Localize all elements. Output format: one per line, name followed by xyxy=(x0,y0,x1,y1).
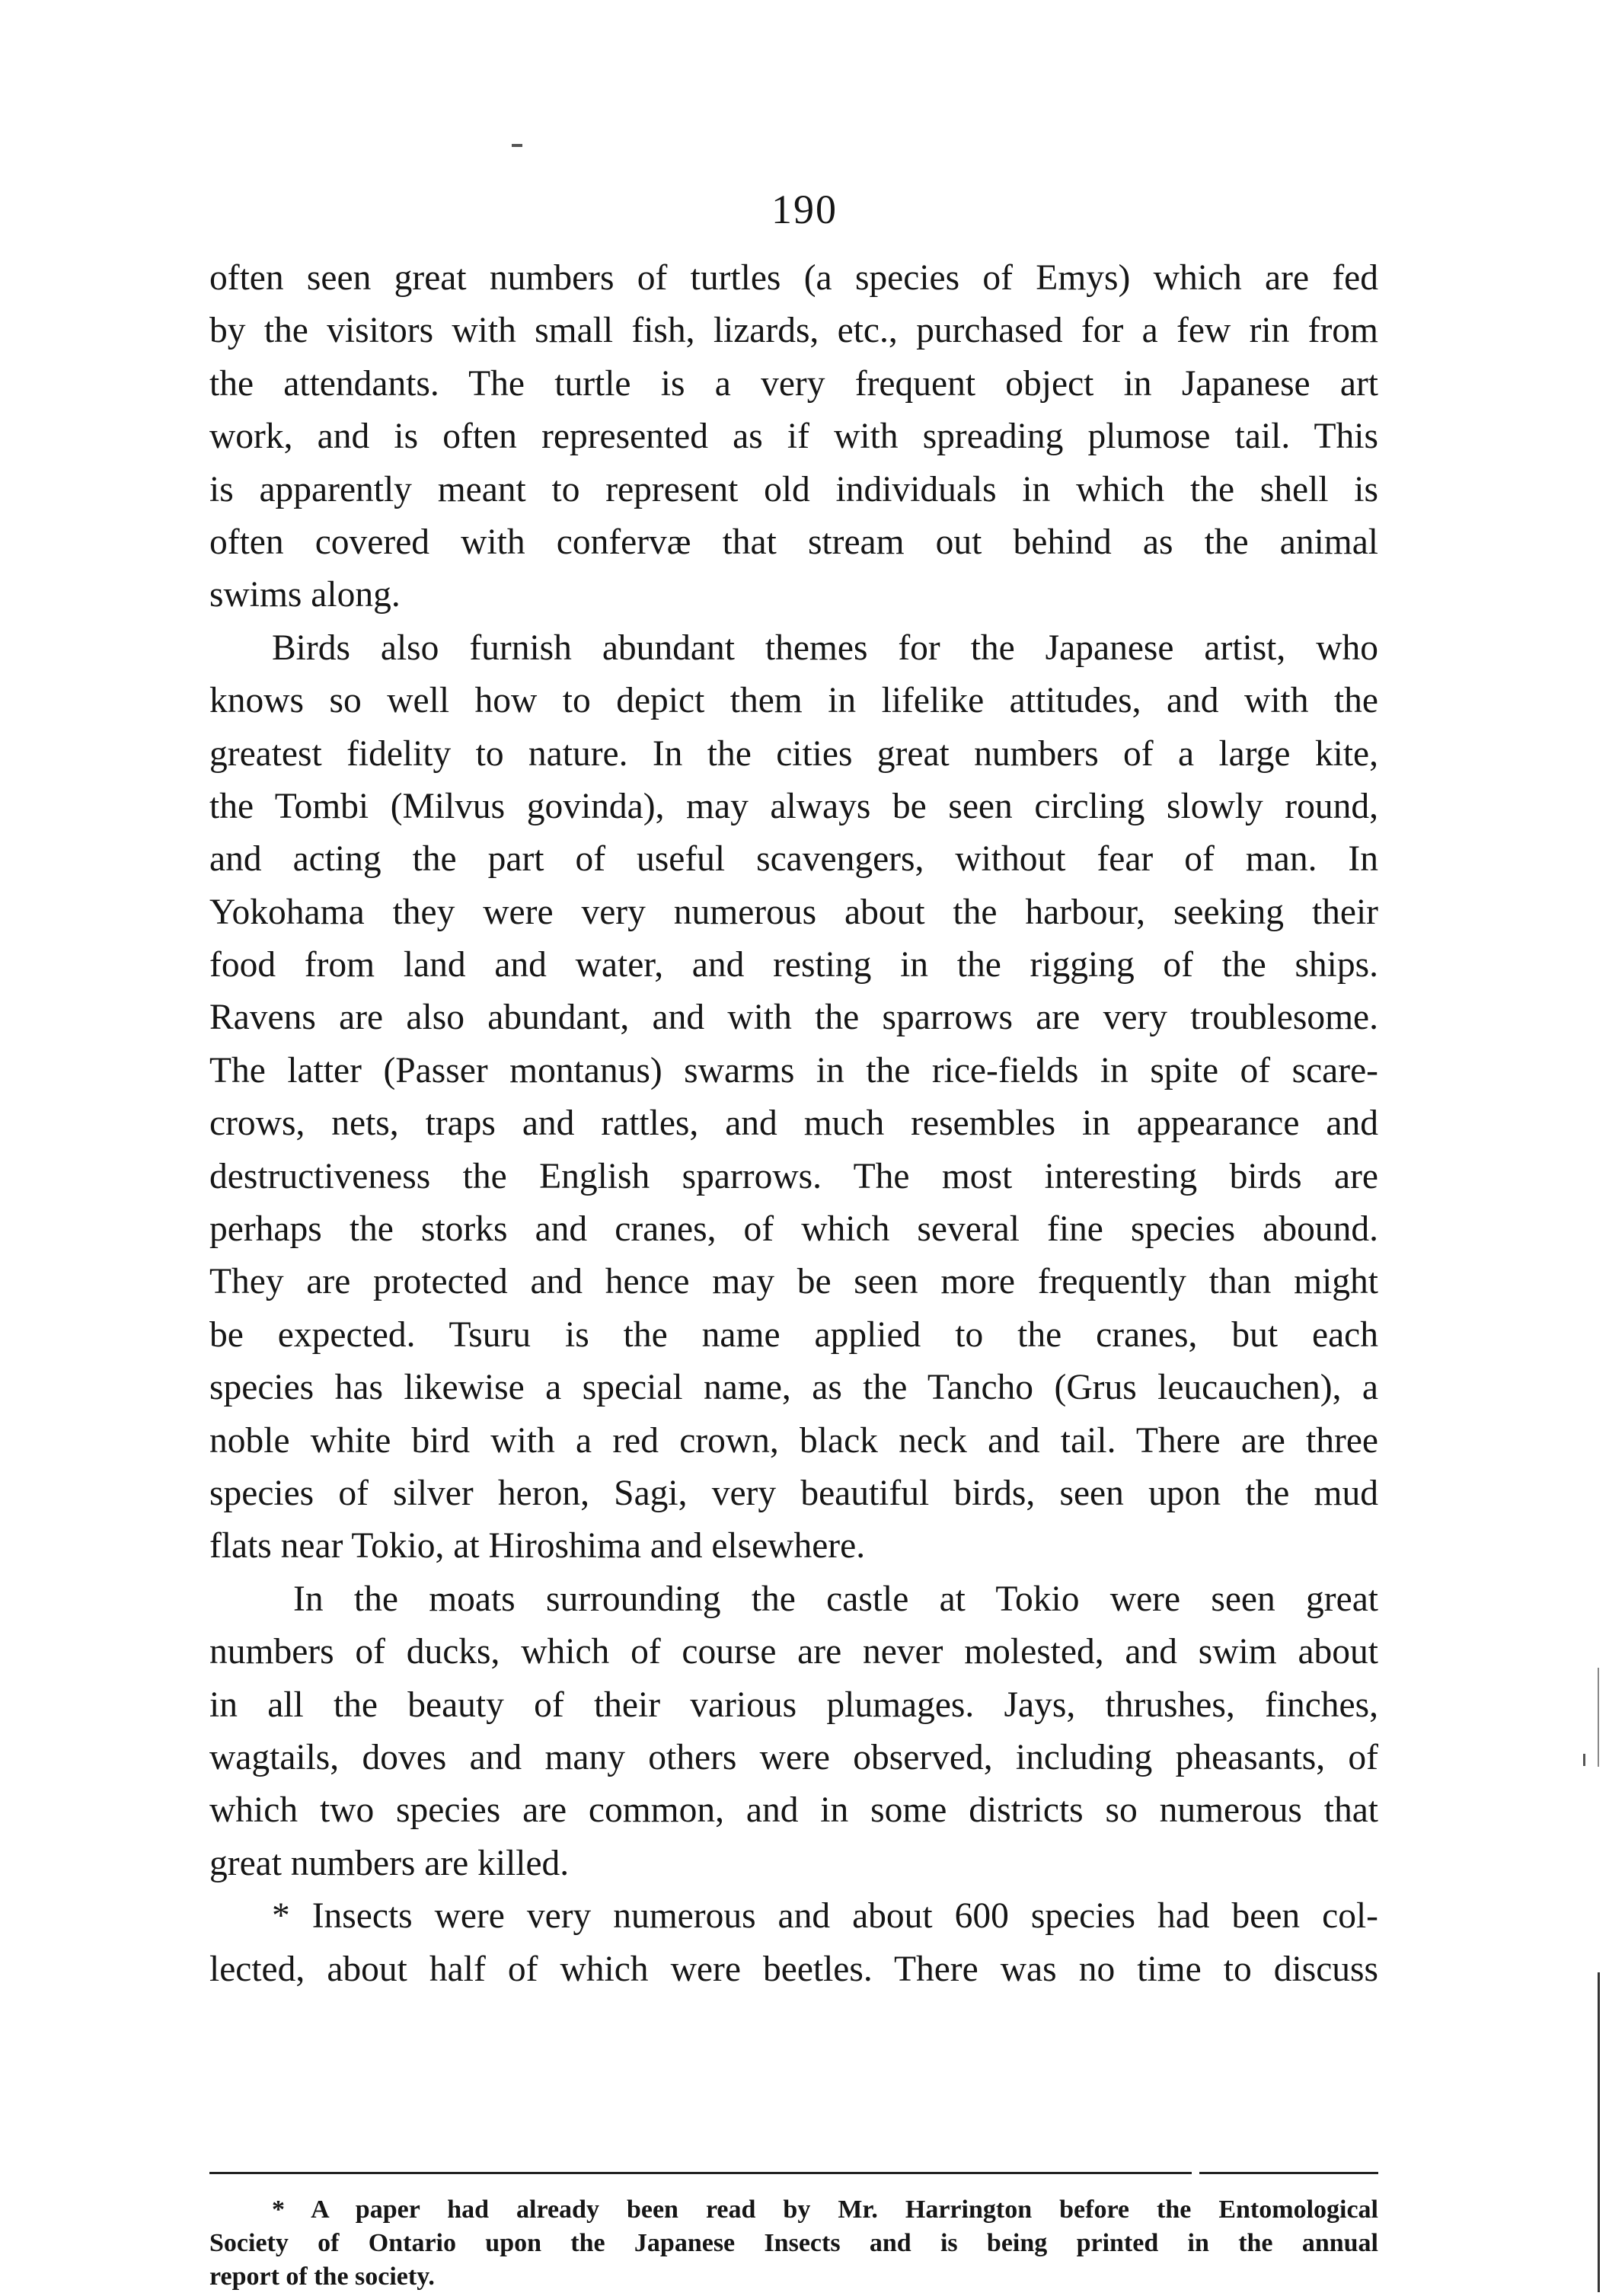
text-line: They are protected and hence may be seen more frequently than might xyxy=(209,1262,1378,1302)
top-mark xyxy=(512,144,522,147)
text-line: which two species are common, and in some districts so numerous that xyxy=(209,1790,1378,1831)
text-line: Yokohama they were very numerous about the harbour, seeking their xyxy=(209,892,1378,932)
text-line: lected, about half of which were beetles. There was no time to discuss xyxy=(209,1949,1378,1989)
footnote-line: * A paper had already been read by Mr. Harrington before the Entomological xyxy=(272,2195,1378,2224)
text-line: The latter (Passer montanus) swarms in the rice-fields in spite of scare- xyxy=(209,1050,1378,1091)
text-line: by the visitors with small fish, lizards, etc., purchased for a few rin from xyxy=(209,311,1378,351)
text-line: * Insects were very numerous and about 600 species had been col- xyxy=(272,1896,1378,1937)
text-line: species has likewise a special name, as the Tancho (Grus leucauchen), a xyxy=(209,1368,1378,1408)
text-line: perhaps the storks and cranes, of which several fine species abound. xyxy=(209,1209,1378,1250)
footnote-rule-right xyxy=(1199,2172,1378,2174)
page-number: 190 xyxy=(771,187,838,232)
text-line: species of silver heron, Sagi, very beautiful birds, seen upon the mud xyxy=(209,1473,1378,1513)
footnote-rule xyxy=(209,2172,1192,2174)
footnote xyxy=(209,2193,1378,2294)
text-line: flats near Tokio, at Hiroshima and elsewhere. xyxy=(209,1526,866,1566)
text-line: great numbers are killed. xyxy=(209,1843,570,1883)
text-line: the Tombi (Milvus govinda), may always be seen circling slowly round, xyxy=(209,786,1378,826)
text-line: work, and is often represented as if with spreading plumose tail. This xyxy=(209,417,1378,457)
text-line: Birds also furnish abundant themes for the Japanese artist, who xyxy=(272,627,1378,668)
text-line: destructiveness the English sparrows. The most interesting birds are xyxy=(209,1156,1378,1196)
text-line: the attendants. The turtle is a very frequent object in Japanese art xyxy=(209,363,1378,404)
footnote-line: report of the society. xyxy=(209,2262,435,2291)
text-line: is apparently meant to represent old individuals in which the shell is xyxy=(209,469,1378,509)
text-line: food from land and water, and resting in the rigging of the ships. xyxy=(209,945,1378,985)
body-text xyxy=(209,252,1378,1996)
text-line: swims along. xyxy=(209,575,401,615)
text-line: often covered with confervæ that stream out behind as the animal xyxy=(209,522,1378,562)
footnote-line: Society of Ontario upon the Japanese Insects and is being printed in the annual xyxy=(209,2229,1378,2257)
text-line: Ravens are also abundant, and with the sparrows are very troublesome. xyxy=(209,998,1378,1038)
text-line: in all the beauty of their various plumages. Jays, thrushes, finches, xyxy=(209,1684,1378,1725)
text-line: greatest fidelity to nature. In the cities great numbers of a large kite, xyxy=(209,733,1378,774)
text-line: knows so well how to depict them in lifelike attitudes, and with the xyxy=(209,681,1378,721)
text-line: In the moats surrounding the castle at Tokio were seen great xyxy=(293,1579,1378,1619)
text-line: and acting the part of useful scavengers, without fear of man. In xyxy=(209,839,1378,880)
text-line: be expected. Tsuru is the name applied to the cranes, but each xyxy=(209,1314,1378,1355)
margin-mark xyxy=(1583,1754,1585,1766)
text-line: noble white bird with a red crown, black neck and tail. There are three xyxy=(209,1420,1378,1461)
text-line: wagtails, doves and many others were observed, including pheasants, of xyxy=(209,1737,1378,1777)
text-line: crows, nets, traps and rattles, and much resembles in appearance and xyxy=(209,1103,1378,1144)
text-line: numbers of ducks, which of course are never molested, and swim about xyxy=(209,1632,1378,1672)
text-line: often seen great numbers of turtles (a species of Emys) which are fed xyxy=(209,258,1378,298)
page-edge-line xyxy=(1598,1972,1600,2292)
page-edge-mark xyxy=(1598,1668,1599,1767)
